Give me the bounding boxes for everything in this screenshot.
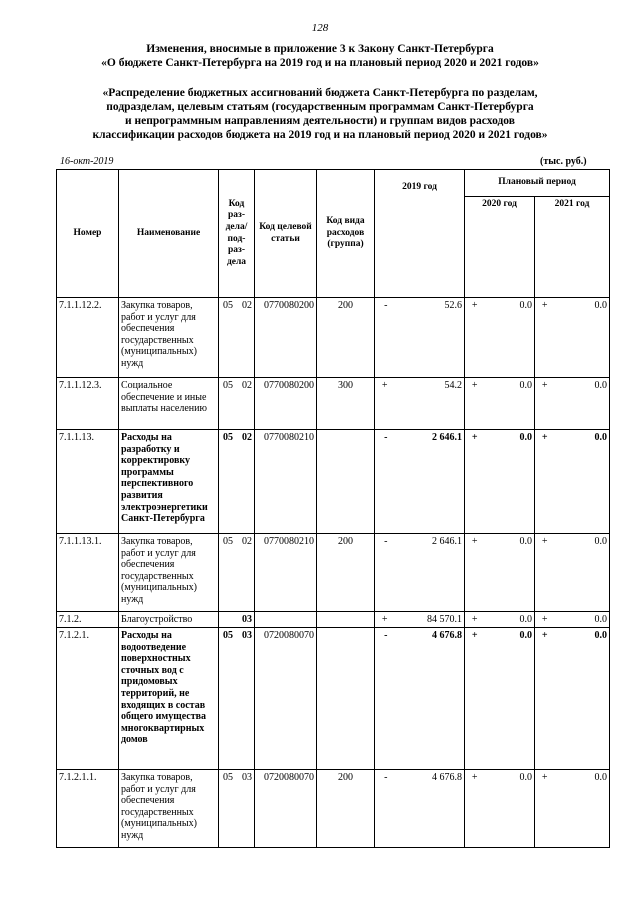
cell-number: 7.1.1.13.1. bbox=[57, 534, 119, 612]
cell-2021-value: 0.0 bbox=[550, 298, 610, 378]
cell-2019-value: 4 676.8 bbox=[390, 770, 465, 848]
cell-target: 0720080070 bbox=[255, 628, 317, 770]
table-row bbox=[57, 430, 610, 534]
cell-target bbox=[255, 612, 317, 628]
cell-section: 05 bbox=[219, 298, 237, 378]
cell-2020-sign: + bbox=[465, 378, 480, 430]
cell-2020-value: 0.0 bbox=[480, 534, 535, 612]
cell-type bbox=[317, 628, 375, 770]
cell-2021-sign: + bbox=[535, 534, 550, 612]
cell-number: 7.1.2.1.1. bbox=[57, 770, 119, 848]
document-date: 16-окт-2019 bbox=[60, 156, 114, 167]
table-row bbox=[57, 770, 610, 848]
cell-type: 300 bbox=[317, 378, 375, 430]
cell-name: Расходы на разработку и корректировку программы перспективного развития электроэнергетики Санкт-Петербурга bbox=[119, 430, 219, 534]
cell-2019-value: 4 676.8 bbox=[390, 628, 465, 770]
table-row bbox=[57, 628, 610, 770]
table-row bbox=[57, 612, 610, 628]
cell-subsection: 03 bbox=[237, 770, 255, 848]
cell-target: 0770080210 bbox=[255, 534, 317, 612]
cell-2019-sign: - bbox=[375, 298, 390, 378]
col-header-plan-period: Плановый период bbox=[465, 170, 610, 197]
document-title-line: «О бюджете Санкт-Петербурга на 2019 год и на плановый период 2020 и 2021 годов» bbox=[101, 57, 539, 69]
cell-name: Расходы на водоотведение поверхностных сточных вод с придомовых территорий, не входящих в состав общего имущества многоквартирных домов bbox=[119, 628, 219, 770]
cell-2021-sign: + bbox=[535, 770, 550, 848]
cell-name: Благоустройство bbox=[119, 612, 219, 628]
cell-section: 05 bbox=[219, 534, 237, 612]
cell-2021-sign: + bbox=[535, 612, 550, 628]
appendix-title-line: и непрограммным направлениям деятельности) и группам видов расходов bbox=[125, 115, 515, 127]
table-row bbox=[57, 534, 610, 612]
cell-2019-value: 84 570.1 bbox=[390, 612, 465, 628]
col-header-number: Номер bbox=[57, 170, 119, 298]
document-title-line: Изменения, вносимые в приложение 3 к Закону Санкт-Петербурга bbox=[146, 43, 494, 55]
cell-2021-value: 0.0 bbox=[550, 534, 610, 612]
cell-2021-sign: + bbox=[535, 378, 550, 430]
cell-2021-sign: + bbox=[535, 430, 550, 534]
cell-name: Закупка товаров, работ и услуг для обеспечения государственных (муниципальных) нужд bbox=[119, 298, 219, 378]
cell-name: Социальное обеспечение и иные выплаты населению bbox=[119, 378, 219, 430]
appendix-title bbox=[0, 86, 640, 142]
cell-2019-sign: + bbox=[375, 378, 390, 430]
cell-subsection: 02 bbox=[237, 430, 255, 534]
cell-section: 05 bbox=[219, 770, 237, 848]
cell-number: 7.1.2. bbox=[57, 612, 119, 628]
cell-2021-value: 0.0 bbox=[550, 378, 610, 430]
cell-2020-sign: + bbox=[465, 298, 480, 378]
cell-number: 7.1.2.1. bbox=[57, 628, 119, 770]
col-header-name: Наименование bbox=[119, 170, 219, 298]
table-row bbox=[57, 378, 610, 430]
cell-subsection: 02 bbox=[237, 534, 255, 612]
cell-number: 7.1.1.12.3. bbox=[57, 378, 119, 430]
cell-type: 200 bbox=[317, 534, 375, 612]
cell-2019-value: 2 646.1 bbox=[390, 534, 465, 612]
cell-type: 200 bbox=[317, 770, 375, 848]
cell-2020-value: 0.0 bbox=[480, 430, 535, 534]
cell-section: 05 bbox=[219, 628, 237, 770]
table-row bbox=[57, 298, 610, 378]
cell-2019-sign: - bbox=[375, 430, 390, 534]
cell-2019-sign: + bbox=[375, 612, 390, 628]
cell-2020-value: 0.0 bbox=[480, 612, 535, 628]
cell-target: 0770080200 bbox=[255, 298, 317, 378]
budget-table bbox=[56, 169, 610, 848]
cell-2021-value: 0.0 bbox=[550, 430, 610, 534]
cell-2019-value: 52.6 bbox=[390, 298, 465, 378]
appendix-title-line: подразделам, целевым статьям (государственным программам Санкт-Петербурга bbox=[106, 101, 534, 113]
cell-subsection: 02 bbox=[237, 378, 255, 430]
cell-target: 0720080070 bbox=[255, 770, 317, 848]
cell-2021-sign: + bbox=[535, 628, 550, 770]
cell-2020-sign: + bbox=[465, 534, 480, 612]
cell-2019-value: 54.2 bbox=[390, 378, 465, 430]
cell-2020-sign: + bbox=[465, 612, 480, 628]
cell-type bbox=[317, 430, 375, 534]
cell-subsection: 03 bbox=[237, 628, 255, 770]
cell-2020-value: 0.0 bbox=[480, 378, 535, 430]
col-header-2019: 2019 год bbox=[375, 170, 465, 298]
col-header-2020: 2020 год bbox=[465, 197, 535, 298]
cell-target: 0770080210 bbox=[255, 430, 317, 534]
col-header-target: Код целевой статьи bbox=[255, 170, 317, 298]
col-header-section: Код раз-дела/ под-раз-дела bbox=[219, 170, 255, 298]
cell-2021-value: 0.0 bbox=[550, 612, 610, 628]
cell-2021-value: 0.0 bbox=[550, 770, 610, 848]
cell-number: 7.1.1.12.2. bbox=[57, 298, 119, 378]
cell-2019-sign: - bbox=[375, 534, 390, 612]
units-label: (тыс. руб.) bbox=[540, 156, 587, 167]
cell-number: 7.1.1.13. bbox=[57, 430, 119, 534]
cell-name: Закупка товаров, работ и услуг для обеспечения государственных (муниципальных) нужд bbox=[119, 770, 219, 848]
cell-2020-sign: + bbox=[465, 628, 480, 770]
cell-2019-sign: - bbox=[375, 770, 390, 848]
appendix-title-line: классификации расходов бюджета на 2019 год и на плановый период 2020 и 2021 годов» bbox=[92, 129, 548, 141]
cell-section bbox=[219, 612, 237, 628]
page-number: 128 bbox=[311, 22, 329, 34]
col-header-2021: 2021 год bbox=[535, 197, 610, 298]
cell-type bbox=[317, 612, 375, 628]
cell-2020-sign: + bbox=[465, 770, 480, 848]
cell-subsection: 03 bbox=[237, 612, 255, 628]
cell-name: Закупка товаров, работ и услуг для обеспечения государственных (муниципальных) нужд bbox=[119, 534, 219, 612]
appendix-title-line: «Распределение бюджетных ассигнований бюджета Санкт-Петербурга по разделам, bbox=[102, 87, 538, 99]
cell-type: 200 bbox=[317, 298, 375, 378]
cell-2020-value: 0.0 bbox=[480, 298, 535, 378]
cell-section: 05 bbox=[219, 430, 237, 534]
cell-2020-sign: + bbox=[465, 430, 480, 534]
cell-section: 05 bbox=[219, 378, 237, 430]
cell-2021-value: 0.0 bbox=[550, 628, 610, 770]
cell-2019-value: 2 646.1 bbox=[390, 430, 465, 534]
cell-2021-sign: + bbox=[535, 298, 550, 378]
document-title bbox=[0, 42, 640, 70]
cell-subsection: 02 bbox=[237, 298, 255, 378]
cell-2019-sign: - bbox=[375, 628, 390, 770]
cell-2020-value: 0.0 bbox=[480, 770, 535, 848]
cell-2020-value: 0.0 bbox=[480, 628, 535, 770]
col-header-type: Код вида расходов (группа) bbox=[317, 170, 375, 298]
cell-target: 0770080200 bbox=[255, 378, 317, 430]
